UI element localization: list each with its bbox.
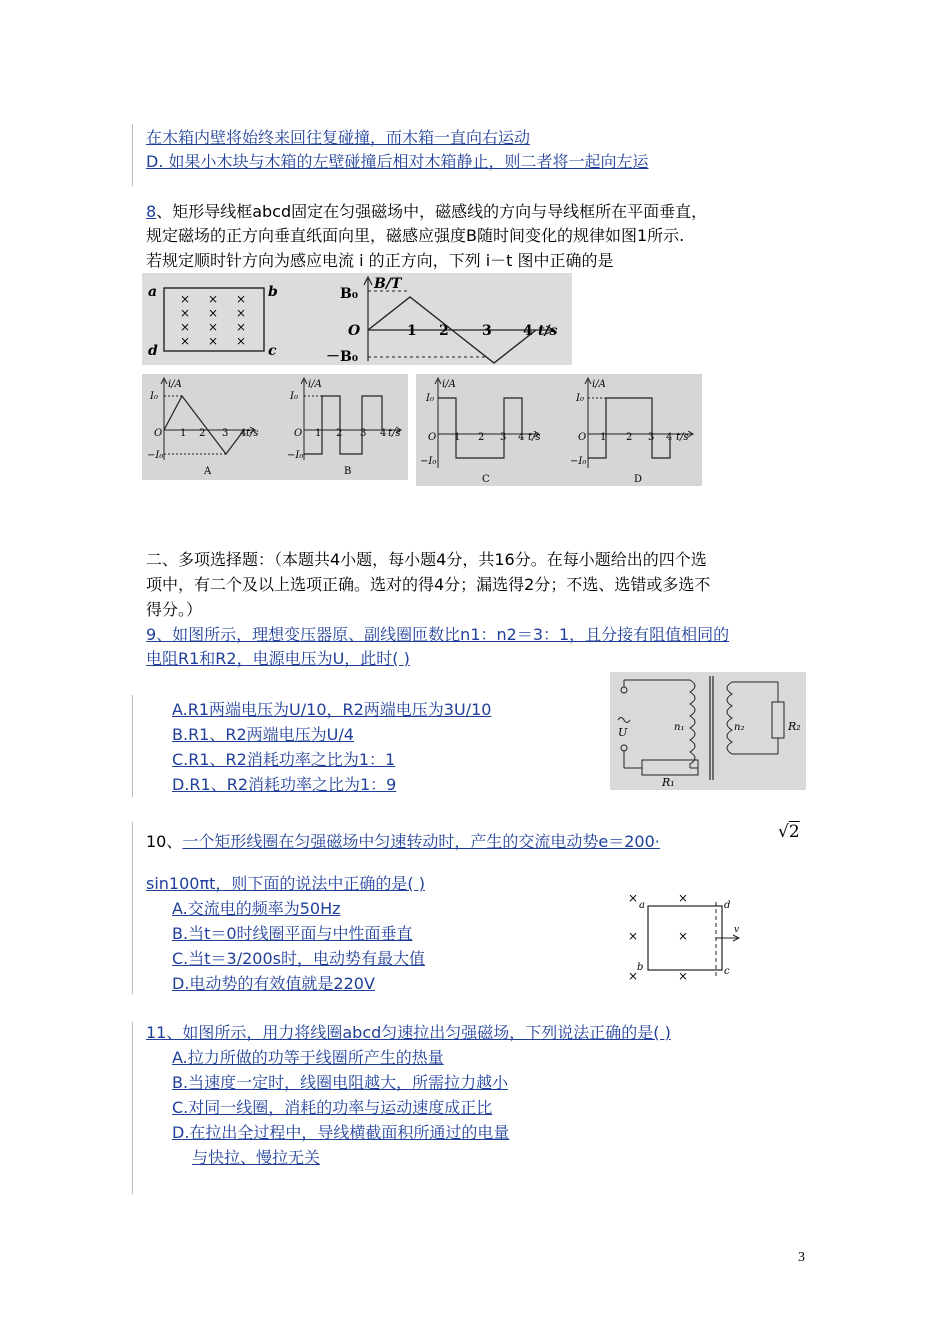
field-cross-icon: × bbox=[180, 306, 191, 320]
svg-text:v: v bbox=[734, 925, 740, 935]
svg-text:4: 4 bbox=[240, 428, 247, 439]
section2-line2: 项中，有二个及以上选项正确。选对的得4分；漏选得2分；不选、选错或多选不 bbox=[146, 575, 711, 594]
svg-text:U: U bbox=[618, 726, 628, 739]
svg-text:O: O bbox=[428, 432, 437, 443]
svg-text:b: b bbox=[637, 962, 644, 973]
svg-text:2: 2 bbox=[478, 432, 485, 443]
neg-b0-label: －B₀ bbox=[326, 349, 358, 365]
b-axis-label: B/T bbox=[374, 276, 402, 292]
graph-a-curve bbox=[164, 396, 247, 454]
graph-d-curve bbox=[588, 398, 673, 458]
tick-2: 2 bbox=[439, 323, 449, 339]
field-cross-icon: × bbox=[208, 292, 219, 306]
q8-figure-cd bbox=[416, 374, 702, 486]
q10-option-d: D.电动势的有效值就是220V bbox=[172, 974, 375, 993]
secondary-coil bbox=[727, 682, 732, 754]
resistor-r2 bbox=[772, 702, 784, 738]
graph-b bbox=[287, 378, 401, 477]
field-cross-icon: × bbox=[236, 292, 247, 306]
ac-source-icon bbox=[618, 718, 630, 723]
svg-text:R₂: R₂ bbox=[788, 720, 801, 733]
svg-text:4: 4 bbox=[380, 428, 387, 439]
t-axis-label: t/s bbox=[538, 323, 558, 339]
margin-bar bbox=[132, 124, 133, 186]
graph-c-curve bbox=[438, 398, 525, 458]
svg-text:×: × bbox=[678, 891, 689, 905]
svg-text:1: 1 bbox=[600, 432, 607, 443]
svg-text:2: 2 bbox=[626, 432, 633, 443]
q8-number: 8 bbox=[146, 202, 157, 221]
q11-option-d-cont: 与快拉、慢拉无关 bbox=[192, 1148, 321, 1167]
svg-text:2: 2 bbox=[336, 428, 343, 439]
svg-text:3: 3 bbox=[648, 432, 655, 443]
q10-option-a: A.交流电的频率为50Hz bbox=[172, 899, 341, 918]
tick-4: 4 bbox=[523, 323, 533, 339]
q9-option-b: B.R1、R2两端电压为U/4 bbox=[172, 725, 354, 744]
graph-b-curve bbox=[304, 396, 382, 454]
q7-line1: 在木箱内壁将始终来回往复碰撞，而木箱一直向右运动 bbox=[146, 128, 531, 147]
svg-text:i/A: i/A bbox=[168, 379, 182, 390]
svg-text:−I₀: −I₀ bbox=[147, 450, 164, 461]
svg-text:×: × bbox=[678, 969, 689, 983]
svg-text:O: O bbox=[154, 428, 163, 439]
q9-option-c: C.R1、R2消耗功率之比为1：1 bbox=[172, 750, 396, 769]
svg-text:−I₀: −I₀ bbox=[420, 456, 437, 467]
svg-text:I₀: I₀ bbox=[150, 391, 158, 402]
svg-text:I₀: I₀ bbox=[426, 393, 434, 404]
graph-a bbox=[147, 378, 259, 477]
svg-text:3: 3 bbox=[222, 428, 229, 439]
q9-option-d: D.R1、R2消耗功率之比为1：9 bbox=[172, 775, 397, 794]
q8-line1: 8、矩形导线框abcd固定在匀强磁场中，磁感线的方向与导线框所在平面垂直， bbox=[146, 202, 708, 221]
corner-c: c bbox=[268, 343, 277, 359]
graph-d-label: D bbox=[634, 474, 643, 485]
svg-text:×: × bbox=[678, 929, 689, 943]
q9-stem-line1: 9、如图所示，理想变压器原、副线圈匝数比n1：n2＝3：1，且分接有阻值相同的 bbox=[146, 625, 730, 644]
svg-text:×: × bbox=[628, 891, 639, 905]
svg-text:I₀: I₀ bbox=[576, 393, 584, 404]
page-number: 3 bbox=[798, 1250, 805, 1265]
svg-text:O: O bbox=[294, 428, 303, 439]
svg-text:2: 2 bbox=[199, 428, 206, 439]
q8-line3: 若规定顺时针方向为感应电流 i 的正方向，下列 i－t 图中正确的是 bbox=[146, 251, 614, 270]
sqrt-2: √2 bbox=[778, 822, 800, 842]
graph-a-label: A bbox=[204, 466, 212, 477]
corner-b: b bbox=[268, 284, 278, 300]
q11-stem: 11、如图所示，用力将线圈abcd匀速拉出匀强磁场，下列说法正确的是( ) bbox=[146, 1023, 671, 1042]
field-cross-icon: × bbox=[236, 306, 247, 320]
q11-option-c: C.对同一线圈，消耗的功率与运动速度成正比 bbox=[172, 1098, 493, 1117]
graph-b-label: B bbox=[344, 466, 352, 477]
q11-option-b: B.当速度一定时，线圈电阻越大，所需拉力越小 bbox=[172, 1073, 509, 1092]
q11-coil-figure bbox=[622, 888, 752, 984]
q10-stem-line1: 10、一个矩形线圈在匀强磁场中匀速转动时，产生的交流电动势e＝200· bbox=[146, 832, 660, 851]
corner-d: d bbox=[148, 343, 158, 359]
svg-text:×: × bbox=[628, 969, 639, 983]
svg-text:3: 3 bbox=[500, 432, 507, 443]
svg-text:×: × bbox=[628, 929, 639, 943]
svg-text:n₁: n₁ bbox=[674, 722, 685, 733]
svg-text:a: a bbox=[639, 900, 645, 911]
section2-line3: 得分。） bbox=[146, 600, 203, 619]
magnetic-field-crosses bbox=[180, 292, 246, 348]
graph-d bbox=[570, 378, 693, 485]
q10-stem-line2: sin100πt，则下面的说法中正确的是( ) bbox=[146, 874, 425, 893]
field-cross-icon: × bbox=[208, 320, 219, 334]
tick-1: 1 bbox=[407, 323, 417, 339]
q7-option-d: D. 如果小木块与木箱的左壁碰撞后相对木箱静止，则二者将一起向左运 bbox=[146, 152, 649, 171]
q8-figure-1 bbox=[142, 273, 572, 365]
b0-label: B₀ bbox=[340, 286, 358, 302]
svg-text:t/s: t/s bbox=[676, 432, 689, 443]
svg-text:1: 1 bbox=[180, 428, 187, 439]
graph-c bbox=[420, 378, 541, 485]
margin-bar bbox=[132, 695, 133, 797]
q11-option-d: D.在拉出全过程中，导线横截面积所通过的电量 bbox=[172, 1123, 510, 1142]
q10-option-c: C.当t＝3/200s时，电动势有最大值 bbox=[172, 949, 425, 968]
section2-line1: 二、多项选择题：（本题共4小题，每小题4分，共16分。在每小题给出的四个选 bbox=[146, 550, 707, 569]
margin-bar bbox=[132, 822, 133, 994]
field-cross-icon: × bbox=[236, 334, 247, 348]
svg-text:1: 1 bbox=[454, 432, 461, 443]
q11-option-a: A.拉力所做的功等于线圈所产生的热量 bbox=[172, 1048, 444, 1067]
field-cross-icon: × bbox=[236, 320, 247, 334]
svg-text:4: 4 bbox=[518, 432, 525, 443]
svg-text:R₁: R₁ bbox=[662, 776, 675, 789]
svg-text:I₀: I₀ bbox=[290, 391, 298, 402]
svg-text:O: O bbox=[578, 432, 587, 443]
svg-text:−I₀: −I₀ bbox=[570, 456, 587, 467]
svg-text:t/s: t/s bbox=[388, 428, 401, 439]
svg-text:3: 3 bbox=[360, 428, 367, 439]
svg-text:i/A: i/A bbox=[592, 379, 606, 390]
primary-coil bbox=[690, 680, 695, 768]
graph-c-label: C bbox=[482, 474, 490, 485]
field-cross-icon: × bbox=[208, 306, 219, 320]
q10-number: 10、 bbox=[146, 832, 183, 851]
svg-text:1: 1 bbox=[315, 428, 322, 439]
margin-bar bbox=[132, 1022, 133, 1194]
svg-text:t/s: t/s bbox=[246, 428, 259, 439]
q8-line2: 规定磁场的正方向垂直纸面向里，磁感应强度B随时间变化的规律如图1所示. bbox=[146, 226, 685, 245]
q9-transformer-figure bbox=[610, 672, 806, 790]
q8-figure-ab bbox=[142, 374, 408, 480]
svg-text:d: d bbox=[724, 900, 731, 911]
corner-a: a bbox=[148, 284, 158, 300]
svg-text:i/A: i/A bbox=[308, 379, 322, 390]
field-cross-icon: × bbox=[180, 320, 191, 334]
field-cross-icon: × bbox=[180, 292, 191, 306]
svg-text:−I₀: −I₀ bbox=[287, 450, 304, 461]
svg-text:c: c bbox=[724, 966, 730, 977]
svg-text:n₂: n₂ bbox=[734, 722, 745, 733]
field-cross-icon: × bbox=[208, 334, 219, 348]
origin-label: O bbox=[348, 323, 361, 339]
q9-option-a: A.R1两端电压为U/10，R2两端电压为3U/10 bbox=[172, 700, 492, 719]
svg-text:4: 4 bbox=[666, 432, 673, 443]
tick-3: 3 bbox=[482, 323, 492, 339]
svg-text:i/A: i/A bbox=[442, 379, 456, 390]
svg-text:t/s: t/s bbox=[528, 432, 541, 443]
q10-option-b: B.当t＝0时线圈平面与中性面垂直 bbox=[172, 924, 413, 943]
q9-stem-line2: 电阻R1和R2，电源电压为U，此时( ) bbox=[146, 649, 410, 668]
field-cross-icon: × bbox=[180, 334, 191, 348]
